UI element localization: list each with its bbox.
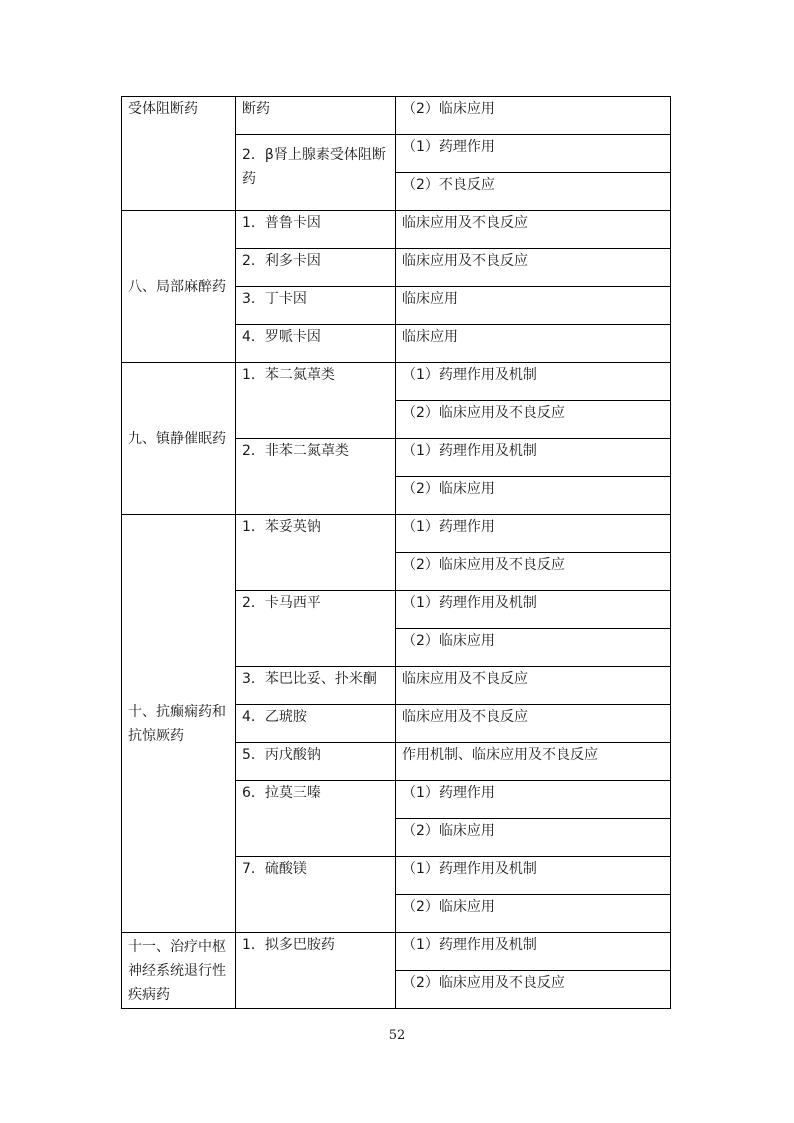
drug-cell: 7．硫酸镁: [236, 857, 396, 933]
content-cell: （2）临床应用: [396, 819, 671, 857]
drug-cell: 4．罗哌卡因: [236, 325, 396, 363]
content-cell: 临床应用及不良反应: [396, 249, 671, 287]
content-cell: （2）临床应用: [396, 895, 671, 933]
content-cell: （1）药理作用及机制: [396, 439, 671, 477]
content-cell: （2）临床应用及不良反应: [396, 971, 671, 1009]
content-cell: （1）药理作用: [396, 515, 671, 553]
content-cell: （2）不良反应: [396, 173, 671, 211]
category-cell: 八、局部麻醉药: [122, 211, 236, 363]
content-cell: 作用机制、临床应用及不良反应: [396, 743, 671, 781]
drug-cell: 1．苯二氮䓬类: [236, 363, 396, 439]
table-row: [122, 97, 671, 135]
content-cell: （2）临床应用: [396, 97, 671, 135]
drug-cell: 2．利多卡因: [236, 249, 396, 287]
drug-cell: 断药: [236, 97, 396, 135]
content-cell: （1）药理作用: [396, 135, 671, 173]
drug-cell: 2．卡马西平: [236, 591, 396, 667]
syllabus-table: [121, 96, 671, 1009]
table-row: [122, 363, 671, 401]
content-cell: （1）药理作用及机制: [396, 933, 671, 971]
drug-cell: 2．非苯二氮䓬类: [236, 439, 396, 515]
drug-cell: 2．β肾上腺素受体阻断药: [236, 135, 396, 211]
content-cell: （2）临床应用及不良反应: [396, 401, 671, 439]
drug-cell: 5．丙戊酸钠: [236, 743, 396, 781]
content-cell: （1）药理作用: [396, 781, 671, 819]
category-cell: 十、抗癫痫药和抗惊厥药: [122, 515, 236, 933]
content-cell: （1）药理作用及机制: [396, 857, 671, 895]
drug-cell: 3．丁卡因: [236, 287, 396, 325]
drug-cell: 6．拉莫三嗪: [236, 781, 396, 857]
content-cell: 临床应用及不良反应: [396, 705, 671, 743]
content-cell: 临床应用及不良反应: [396, 667, 671, 705]
drug-cell: 1．普鲁卡因: [236, 211, 396, 249]
table-row: [122, 515, 671, 553]
content-cell: 临床应用: [396, 287, 671, 325]
drug-cell: 3．苯巴比妥、扑米酮: [236, 667, 396, 705]
table-row: [122, 933, 671, 971]
category-cell: 受体阻断药: [122, 97, 236, 211]
drug-cell: 1．拟多巴胺药: [236, 933, 396, 1009]
content-cell: （1）药理作用及机制: [396, 363, 671, 401]
category-cell: 十一、治疗中枢神经系统退行性疾病药: [122, 933, 236, 1009]
category-cell: 九、镇静催眠药: [122, 363, 236, 515]
content-cell: （2）临床应用: [396, 477, 671, 515]
content-cell: 临床应用: [396, 325, 671, 363]
table-row: [122, 211, 671, 249]
content-cell: （1）药理作用及机制: [396, 591, 671, 629]
page-number: 52: [388, 1028, 406, 1043]
drug-cell: 1．苯妥英钠: [236, 515, 396, 591]
drug-cell: 4．乙琥胺: [236, 705, 396, 743]
content-cell: （2）临床应用及不良反应: [396, 553, 671, 591]
content-cell: 临床应用及不良反应: [396, 211, 671, 249]
content-cell: （2）临床应用: [396, 629, 671, 667]
